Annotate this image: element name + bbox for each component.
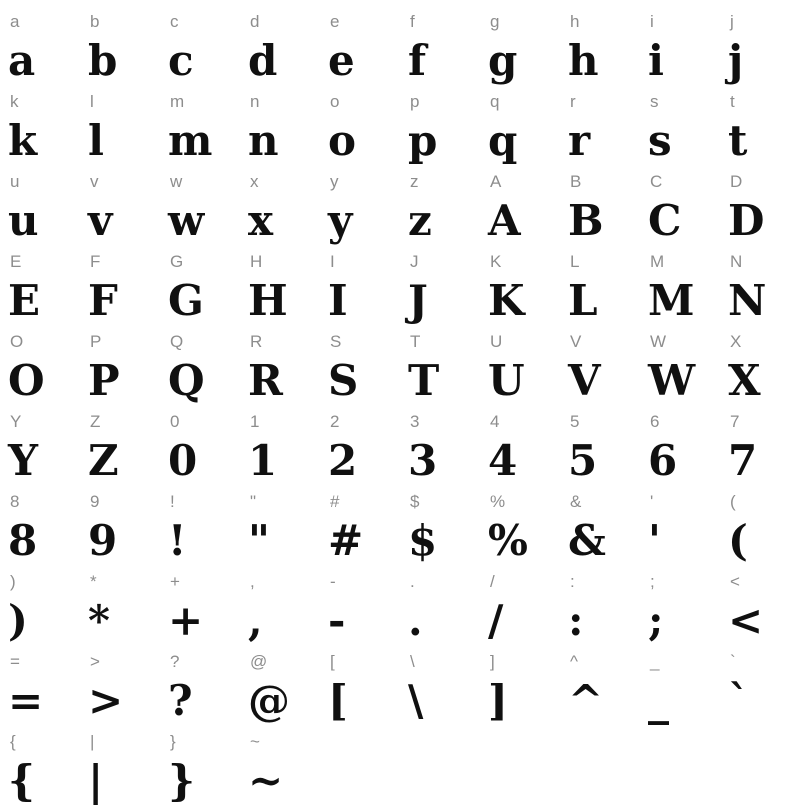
glyph-cell[interactable] <box>640 240 720 325</box>
glyph-cell[interactable] <box>640 0 720 85</box>
glyph-cell-label: p <box>410 92 420 111</box>
glyph-cell-label: 7 <box>730 412 740 431</box>
glyph-cell[interactable] <box>720 560 800 645</box>
glyph-cell-label: ` <box>730 652 736 671</box>
glyph-cell-glyph: u <box>8 196 39 245</box>
glyph-cell-label: & <box>570 492 582 511</box>
glyph-cell-label: g <box>490 12 500 31</box>
glyph-cell[interactable] <box>720 480 800 565</box>
glyph-cell[interactable] <box>160 160 240 245</box>
glyph-cell[interactable] <box>160 80 240 165</box>
glyph-cell-label: ) <box>10 572 16 591</box>
glyph-cell-label: o <box>330 92 340 111</box>
glyph-cell-glyph: E <box>8 276 41 325</box>
glyph-cell[interactable] <box>480 160 560 245</box>
glyph-cell-label: t <box>730 92 735 111</box>
glyph-cell-glyph: ' <box>648 516 661 565</box>
glyph-cell-glyph: w <box>168 196 205 245</box>
glyph-cell-label: | <box>90 732 95 751</box>
glyph-cell[interactable] <box>0 240 80 325</box>
glyph-cell-label: 3 <box>410 412 420 431</box>
glyph-cell[interactable] <box>80 0 160 85</box>
glyph-cell[interactable] <box>560 0 640 85</box>
glyph-cell-label: 5 <box>570 412 580 431</box>
glyph-cell-label: u <box>10 172 20 191</box>
glyph-cell-label: j <box>730 12 734 31</box>
glyph-cell-glyph: z <box>408 196 432 245</box>
glyph-cell-glyph: A <box>488 196 521 245</box>
glyph-cell-label: 1 <box>250 412 260 431</box>
glyph-cell-glyph: $ <box>408 516 438 565</box>
glyph-cell[interactable] <box>240 560 320 645</box>
glyph-cell-glyph: , <box>248 596 263 645</box>
glyph-cell[interactable] <box>80 80 160 165</box>
glyph-cell-glyph: ~ <box>248 756 284 805</box>
glyph-cell-glyph: % <box>488 516 528 565</box>
glyph-cell-glyph: t <box>728 116 748 165</box>
glyph-cell-label: s <box>650 92 659 111</box>
glyph-cell[interactable] <box>720 240 800 325</box>
glyph-cell-glyph: R <box>248 356 283 405</box>
glyph-cell[interactable] <box>560 160 640 245</box>
glyph-cell-label: P <box>90 332 102 351</box>
glyph-cell-glyph: T <box>408 356 440 405</box>
glyph-cell-label: ' <box>650 492 654 511</box>
glyph-cell[interactable] <box>560 80 640 165</box>
glyph-cell[interactable] <box>320 80 400 165</box>
glyph-cell-label: : <box>570 572 575 591</box>
glyph-cell[interactable] <box>160 240 240 325</box>
glyph-cell[interactable] <box>320 0 400 85</box>
glyph-cell-glyph: g <box>488 36 518 85</box>
glyph-cell[interactable] <box>80 640 160 725</box>
glyph-cell[interactable] <box>160 640 240 725</box>
glyph-cell[interactable] <box>400 480 480 565</box>
glyph-cell-label: Y <box>10 412 22 431</box>
glyph-cell-label: T <box>410 332 421 351</box>
glyph-cell[interactable] <box>640 320 720 405</box>
glyph-cell-glyph: d <box>248 36 278 85</box>
glyph-cell[interactable] <box>160 320 240 405</box>
glyph-cell-glyph: B <box>568 196 604 245</box>
glyph-cell-glyph: K <box>488 276 525 325</box>
glyph-cell-label: h <box>570 12 580 31</box>
glyph-cell[interactable] <box>80 720 160 805</box>
glyph-cell-label: @ <box>250 652 268 671</box>
glyph-cell-glyph: p <box>408 116 438 165</box>
glyph-cell-label: 4 <box>490 412 500 431</box>
glyph-cell[interactable] <box>720 400 800 485</box>
glyph-cell-glyph: F <box>88 276 118 325</box>
glyph-cell-glyph: & <box>568 516 606 565</box>
glyph-cell[interactable] <box>0 400 80 485</box>
glyph-cell-label: Q <box>170 332 184 351</box>
glyph-cell-label: - <box>330 572 336 591</box>
glyph-cell-glyph: 1 <box>248 436 278 485</box>
glyph-cell-label: ? <box>170 652 180 671</box>
glyph-cell-glyph: > <box>88 676 124 725</box>
glyph-cell[interactable] <box>0 720 80 805</box>
glyph-cell[interactable] <box>240 160 320 245</box>
glyph-cell-label: n <box>250 92 260 111</box>
glyph-cell-glyph: 8 <box>8 516 38 565</box>
glyph-cell-label: _ <box>650 652 660 671</box>
glyph-cell-glyph: 2 <box>328 436 358 485</box>
glyph-cell[interactable] <box>320 240 400 325</box>
glyph-cell-label: + <box>170 572 180 591</box>
glyph-cell[interactable] <box>400 320 480 405</box>
glyph-cell-label: W <box>650 332 667 351</box>
glyph-cell-glyph: l <box>88 116 104 165</box>
glyph-cell-label: # <box>330 492 340 511</box>
glyph-cell-label: , <box>250 572 255 591</box>
glyph-cell-label: ( <box>730 492 736 511</box>
glyph-cell-label: [ <box>330 652 335 671</box>
glyph-cell[interactable] <box>640 560 720 645</box>
glyph-cell-label: F <box>90 252 101 271</box>
glyph-cell-label: O <box>10 332 24 351</box>
glyph-cell[interactable] <box>80 560 160 645</box>
glyph-cell-glyph: * <box>88 596 110 645</box>
glyph-cell-label: = <box>10 652 20 671</box>
glyph-cell-label: i <box>650 12 654 31</box>
glyph-cell-glyph: 9 <box>88 516 118 565</box>
glyph-cell[interactable] <box>560 320 640 405</box>
glyph-cell-label: z <box>410 172 419 191</box>
glyph-cell-label: R <box>250 332 263 351</box>
glyph-cell-label: 9 <box>90 492 100 511</box>
glyph-cell[interactable] <box>320 560 400 645</box>
glyph-cell-glyph: J <box>408 276 428 325</box>
glyph-cell[interactable] <box>400 0 480 85</box>
glyph-cell[interactable] <box>480 80 560 165</box>
glyph-cell[interactable] <box>0 480 80 565</box>
glyph-cell-label: U <box>490 332 503 351</box>
glyph-cell-glyph: N <box>728 276 767 325</box>
glyph-cell-label: C <box>650 172 663 191</box>
glyph-cell[interactable] <box>480 480 560 565</box>
glyph-cell-label: ! <box>170 492 175 511</box>
glyph-cell[interactable] <box>400 400 480 485</box>
glyph-cell-label: V <box>570 332 582 351</box>
glyph-cell[interactable] <box>480 560 560 645</box>
glyph-cell[interactable] <box>480 0 560 85</box>
glyph-cell-label: G <box>170 252 184 271</box>
glyph-cell-glyph: r <box>568 116 591 165</box>
glyph-cell[interactable] <box>240 240 320 325</box>
glyph-cell-glyph: 0 <box>168 436 198 485</box>
glyph-cell-label: K <box>490 252 502 271</box>
glyph-cell[interactable] <box>0 320 80 405</box>
glyph-cell-glyph: m <box>168 116 213 165</box>
glyph-cell[interactable] <box>240 0 320 85</box>
glyph-cell[interactable] <box>640 640 720 725</box>
glyph-cell[interactable] <box>720 0 800 85</box>
glyph-cell-glyph: L <box>568 276 598 325</box>
glyph-cell-label: k <box>10 92 19 111</box>
glyph-cell-glyph: < <box>728 596 764 645</box>
glyph-cell-label: . <box>410 572 415 591</box>
glyph-cell-label: Z <box>90 412 101 431</box>
glyph-cell-glyph: { <box>8 756 36 805</box>
glyph-cell-glyph: _ <box>648 676 669 725</box>
glyph-cell-label: 0 <box>170 412 180 431</box>
glyph-cell-glyph: W <box>648 356 696 405</box>
glyph-cell-glyph: ? <box>168 676 193 725</box>
glyph-cell-glyph: ` <box>728 676 749 725</box>
glyph-cell-label: f <box>410 12 415 31</box>
glyph-cell-label: ; <box>650 572 655 591</box>
glyph-cell-glyph: S <box>328 356 359 405</box>
glyph-cell[interactable] <box>240 720 320 805</box>
glyph-cell-label: q <box>490 92 500 111</box>
glyph-cell-glyph: n <box>248 116 279 165</box>
glyph-cell-glyph: } <box>168 756 196 805</box>
glyph-cell-label: ~ <box>250 732 260 751</box>
glyph-cell-glyph: / <box>488 596 504 645</box>
glyph-cell[interactable] <box>320 320 400 405</box>
glyph-cell-label: \ <box>410 652 415 671</box>
glyph-cell-label: H <box>250 252 263 271</box>
glyph-cell-label: x <box>250 172 259 191</box>
glyph-cell[interactable] <box>480 320 560 405</box>
glyph-cell-glyph: M <box>648 276 695 325</box>
glyph-cell-glyph: @ <box>248 676 290 725</box>
glyph-cell[interactable] <box>0 80 80 165</box>
glyph-cell[interactable] <box>640 480 720 565</box>
glyph-cell[interactable] <box>160 0 240 85</box>
glyph-cell-label: e <box>330 12 340 31</box>
glyph-cell-glyph: V <box>568 356 601 405</box>
glyph-cell[interactable] <box>80 480 160 565</box>
glyph-cell-glyph: Z <box>88 436 119 485</box>
glyph-cell-glyph: h <box>568 36 599 85</box>
glyph-cell-label: l <box>90 92 94 111</box>
glyph-cell[interactable] <box>240 640 320 725</box>
glyph-cell-glyph: " <box>248 516 270 565</box>
glyph-cell-glyph: D <box>728 196 765 245</box>
glyph-cell[interactable] <box>480 400 560 485</box>
glyph-cell-glyph: X <box>728 356 761 405</box>
glyph-cell[interactable] <box>560 640 640 725</box>
glyph-cell[interactable] <box>480 240 560 325</box>
glyph-cell[interactable] <box>400 80 480 165</box>
glyph-cell-label: d <box>250 12 260 31</box>
glyph-cell-label: N <box>730 252 743 271</box>
glyph-cell[interactable] <box>0 160 80 245</box>
glyph-cell-glyph: ; <box>648 596 664 645</box>
glyph-cell-glyph: O <box>8 356 45 405</box>
glyph-cell-label: L <box>570 252 580 271</box>
glyph-cell-label: ^ <box>570 652 578 671</box>
glyph-cell[interactable] <box>240 80 320 165</box>
glyph-cell[interactable] <box>80 160 160 245</box>
glyph-cell-glyph: 4 <box>488 436 518 485</box>
glyph-cell-glyph: + <box>168 596 204 645</box>
glyph-cell-glyph: ) <box>8 596 28 645</box>
glyph-cell-label: 2 <box>330 412 340 431</box>
glyph-cell-label: v <box>90 172 99 191</box>
glyph-cell-glyph: [ <box>328 676 348 725</box>
glyph-cell-label: w <box>170 172 183 191</box>
glyph-cell-label: < <box>730 572 740 591</box>
glyph-cell-glyph: k <box>8 116 38 165</box>
glyph-cell-glyph: # <box>328 516 364 565</box>
glyph-cell-label: a <box>10 12 20 31</box>
glyph-cell-glyph: ^ <box>568 676 604 725</box>
glyph-cell-glyph: = <box>8 676 44 725</box>
glyph-cell-label: M <box>650 252 665 271</box>
glyph-cell-glyph: Q <box>168 356 205 405</box>
glyph-cell-glyph: b <box>88 36 118 85</box>
glyph-cell-glyph: U <box>488 356 525 405</box>
glyph-cell-label: { <box>10 732 16 751</box>
glyph-cell-glyph: G <box>168 276 204 325</box>
glyph-cell-label: D <box>730 172 743 191</box>
glyph-cell[interactable] <box>400 160 480 245</box>
glyph-cell-glyph: i <box>648 36 664 85</box>
glyph-cell[interactable] <box>320 400 400 485</box>
glyph-cell-label: / <box>490 572 495 591</box>
glyph-cell-glyph: ] <box>488 676 508 725</box>
glyph-cell[interactable] <box>720 160 800 245</box>
glyph-cell-glyph: 6 <box>648 436 678 485</box>
glyph-cell[interactable] <box>0 640 80 725</box>
glyph-cell-label: > <box>90 652 100 671</box>
glyph-cell-label: % <box>490 492 506 511</box>
glyph-cell-glyph: : <box>568 596 584 645</box>
glyph-cell-label: 6 <box>650 412 660 431</box>
glyph-cell-label: ] <box>490 652 495 671</box>
glyph-cell[interactable] <box>320 160 400 245</box>
glyph-cell[interactable] <box>0 560 80 645</box>
glyph-cell[interactable] <box>720 80 800 165</box>
glyph-cell[interactable] <box>400 240 480 325</box>
glyph-cell[interactable] <box>80 240 160 325</box>
glyph-cell-glyph: e <box>328 36 355 85</box>
glyph-cell-glyph: a <box>8 36 36 85</box>
glyph-cell-glyph: H <box>248 276 288 325</box>
glyph-cell-glyph: 3 <box>408 436 438 485</box>
glyph-cell-label: I <box>330 252 335 271</box>
glyph-cell[interactable] <box>560 240 640 325</box>
glyph-cell-label: J <box>410 252 419 271</box>
glyph-cell[interactable] <box>720 640 800 725</box>
glyph-cell-glyph: 5 <box>568 436 598 485</box>
glyph-cell-glyph: | <box>88 756 104 805</box>
glyph-cell[interactable] <box>560 480 640 565</box>
glyph-cell-label: } <box>170 732 176 751</box>
glyph-cell[interactable] <box>720 320 800 405</box>
glyph-cell[interactable] <box>160 480 240 565</box>
glyph-cell-label: E <box>10 252 22 271</box>
glyph-cell-glyph: o <box>328 116 357 165</box>
glyph-cell[interactable] <box>400 640 480 725</box>
glyph-cell[interactable] <box>560 560 640 645</box>
glyph-cell-glyph: f <box>408 36 427 85</box>
glyph-cell[interactable] <box>160 720 240 805</box>
glyph-cell-label: $ <box>410 492 420 511</box>
glyph-cell[interactable] <box>640 80 720 165</box>
glyph-cell[interactable] <box>400 560 480 645</box>
glyph-cell-glyph: P <box>88 356 120 405</box>
glyph-cell-label: B <box>570 172 582 191</box>
glyph-cell[interactable] <box>640 400 720 485</box>
glyph-cell-label: A <box>490 172 502 191</box>
glyph-cell-label: " <box>250 492 257 511</box>
glyph-cell-glyph: s <box>648 116 672 165</box>
glyph-cell-glyph: q <box>488 116 518 165</box>
glyph-cell[interactable] <box>240 320 320 405</box>
glyph-cell[interactable] <box>240 400 320 485</box>
glyph-cell-glyph: C <box>648 196 682 245</box>
glyph-cell[interactable] <box>80 320 160 405</box>
glyph-cell-label: X <box>730 332 742 351</box>
glyph-cell[interactable] <box>240 480 320 565</box>
glyph-cell-label: y <box>330 172 339 191</box>
glyph-cell[interactable] <box>80 400 160 485</box>
glyph-cell-label: * <box>90 572 97 591</box>
glyph-cell[interactable] <box>0 0 80 85</box>
glyph-cell[interactable] <box>480 640 560 725</box>
glyph-cell-glyph: j <box>728 36 744 85</box>
glyph-cell-glyph: Y <box>8 436 38 485</box>
glyph-cell-label: b <box>90 12 100 31</box>
glyph-cell[interactable] <box>560 400 640 485</box>
glyph-cell-glyph: 7 <box>728 436 758 485</box>
glyph-cell-glyph: I <box>328 276 348 325</box>
glyph-cell[interactable] <box>160 400 240 485</box>
glyph-cell[interactable] <box>320 480 400 565</box>
glyph-cell-label: c <box>170 12 179 31</box>
glyph-cell-label: 8 <box>10 492 20 511</box>
glyph-cell[interactable] <box>320 640 400 725</box>
glyph-cell-glyph: \ <box>408 676 424 725</box>
glyph-cell[interactable] <box>160 560 240 645</box>
glyph-cell-glyph: v <box>88 196 113 245</box>
glyph-cell-label: m <box>170 92 185 111</box>
glyph-cell-glyph: y <box>328 196 353 245</box>
glyph-cell-glyph: - <box>328 596 346 645</box>
glyph-cell-glyph: x <box>248 196 274 245</box>
glyph-cell-glyph: ! <box>168 516 187 565</box>
glyph-cell[interactable] <box>640 160 720 245</box>
glyph-cell-glyph: c <box>168 36 194 85</box>
glyph-cell-glyph: . <box>408 596 423 645</box>
glyph-cell-label: S <box>330 332 342 351</box>
glyph-cell-glyph: ( <box>728 516 748 565</box>
glyph-cell-label: r <box>570 92 576 111</box>
